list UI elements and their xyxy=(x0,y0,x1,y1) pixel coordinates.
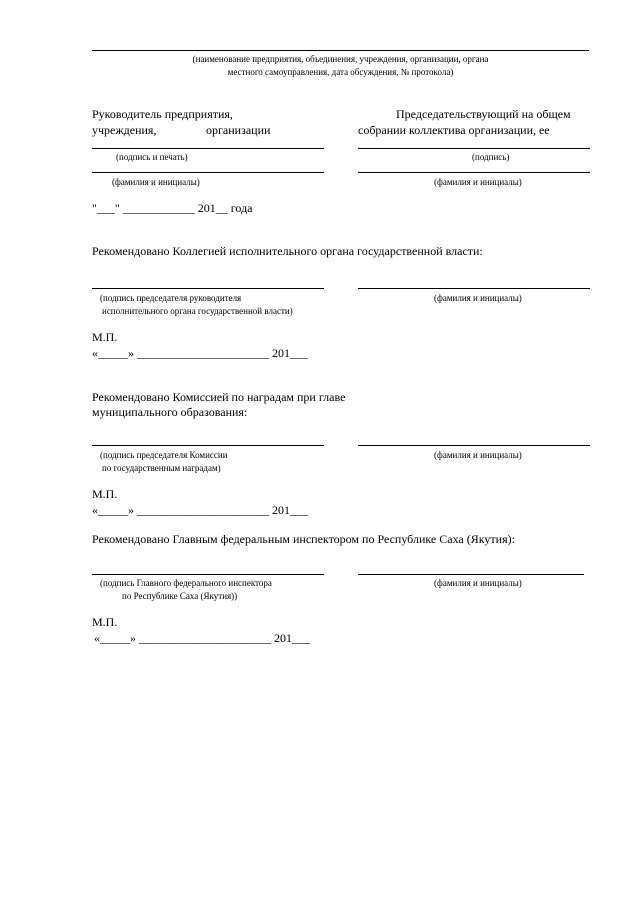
org-name-line xyxy=(92,50,589,51)
section1-signature-line xyxy=(92,288,324,289)
head-sig-caption: (подпись) xyxy=(472,152,510,162)
section1-sig-caption-2: исполнительного органа государственной власти) xyxy=(102,306,293,316)
head-signature-line-left xyxy=(92,148,324,149)
section2-sig-caption-1: (подпись председателя Комиссии xyxy=(100,450,228,460)
head-signature-line-right xyxy=(358,148,590,149)
section2-title-line1: Рекомендовано Комиссией по наградам при главе xyxy=(92,390,346,404)
section2-signature-line xyxy=(92,445,324,446)
section1-mp: М.П. xyxy=(92,330,118,344)
section1-name-caption: (фамилия и инициалы) xyxy=(434,293,522,303)
org-caption-line1: (наименование предприятия, объединения, учреждения, организации, органа xyxy=(192,54,489,64)
section1-date: «_____» ______________________ 201___ xyxy=(92,346,308,360)
head-sig-stamp-caption: (подпись и печать) xyxy=(116,152,188,162)
section1-sig-caption-1: (подпись председателя руководителя xyxy=(100,293,242,303)
section3-mp: М.П. xyxy=(92,615,118,629)
head-left-title-line1: Руководитель предприятия, xyxy=(92,107,233,121)
head-left-title-line2a: учреждения, xyxy=(92,123,157,137)
section1-title: Рекомендовано Коллегией исполнительного органа государственной власти: xyxy=(92,244,483,258)
section3-title: Рекомендовано Главным федеральным инспектором по Республике Саха (Якутия): xyxy=(92,532,515,546)
head-name-caption-left: (фамилия и инициалы) xyxy=(112,177,200,187)
section2-date: «_____» ______________________ 201___ xyxy=(92,503,308,517)
section1-name-line xyxy=(358,288,590,289)
head-name-caption-right: (фамилия и инициалы) xyxy=(434,177,522,187)
section2-mp: М.П. xyxy=(92,487,118,501)
section3-signature-line xyxy=(92,574,324,575)
section2-title-line2: муниципального образования: xyxy=(92,405,248,419)
head-right-title-line2: собрании коллектива организации, ее xyxy=(358,123,550,137)
head-date-line: "___" ____________ 201__ года xyxy=(92,201,253,215)
section3-sig-caption-2: по Республике Саха (Якутия)) xyxy=(122,591,238,601)
head-right-title-line1: Председательствующий на общем xyxy=(396,107,571,121)
head-name-line-left xyxy=(92,172,324,173)
head-left-title-line2b: организации xyxy=(206,123,271,137)
section2-name-line xyxy=(358,445,590,446)
section3-sig-caption-1: (подпись Главного федерального инспектора xyxy=(100,578,272,588)
org-caption-line2: местного самоуправления, дата обсуждения, № протокола) xyxy=(227,67,454,77)
section3-name-line xyxy=(358,574,584,575)
section2-sig-caption-2: по государственным наградам) xyxy=(102,463,221,473)
section3-name-caption: (фамилия и инициалы) xyxy=(434,578,522,588)
head-name-line-right xyxy=(358,172,590,173)
section2-name-caption: (фамилия и инициалы) xyxy=(434,450,522,460)
section3-date: «_____» ______________________ 201___ xyxy=(94,631,310,645)
